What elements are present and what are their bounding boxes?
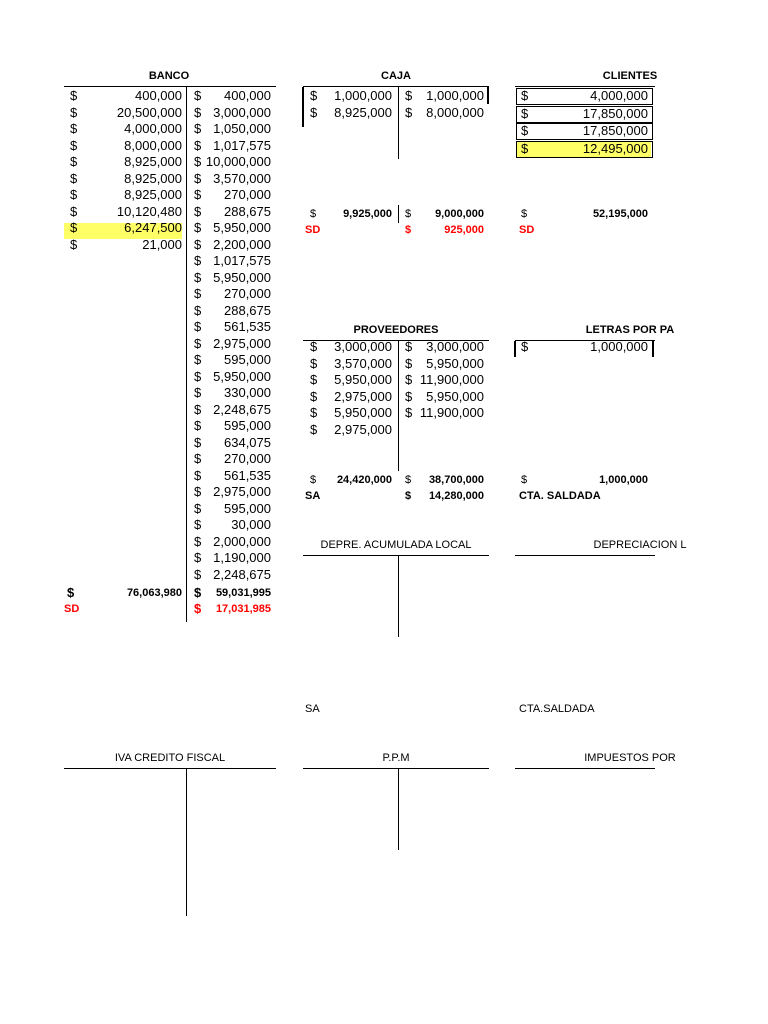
credit-amount: 270,000: [224, 187, 271, 202]
currency-symbol: $: [194, 220, 202, 235]
account-title-depreciacion: DEPRECIACION L: [593, 539, 687, 551]
account-title-ppm: P.P.M: [382, 752, 410, 764]
currency-symbol: $: [70, 137, 78, 153]
currency-symbol: $: [405, 224, 412, 236]
total-debit: 52,195,000: [592, 208, 648, 220]
border: [487, 87, 489, 104]
currency-symbol: $: [70, 121, 78, 136]
currency-symbol: $: [194, 104, 202, 120]
currency-symbol: $: [194, 500, 202, 516]
currency-symbol: $: [310, 372, 318, 387]
balance-amount: 14,280,000: [428, 490, 484, 502]
currency-symbol: $: [405, 490, 412, 502]
credit-amount: 1,050,000: [213, 121, 271, 136]
account-title-proveedores: PROVEEDORES: [353, 324, 439, 336]
currency-symbol: $: [194, 385, 202, 400]
credit-amount: 634,075: [224, 434, 271, 450]
currency-symbol: $: [521, 140, 529, 156]
account-center-line: [398, 205, 399, 223]
currency-symbol: $: [194, 467, 202, 483]
account-header-line: [303, 86, 489, 87]
currency-symbol: $: [310, 105, 318, 120]
account-header-line: [303, 555, 489, 556]
credit-amount: 561,535: [224, 319, 271, 334]
currency-symbol: $: [194, 601, 202, 616]
currency-symbol: $: [194, 401, 202, 417]
credit-amount: 1,190,000: [213, 550, 271, 565]
account-title-impuestos: IMPUESTOS POR: [584, 752, 676, 764]
currency-symbol: $: [194, 566, 202, 582]
currency-symbol: $: [310, 88, 318, 103]
border: [302, 87, 304, 127]
currency-symbol: $: [194, 170, 202, 186]
currency-symbol: $: [194, 550, 202, 565]
balance-label: SA: [305, 490, 321, 502]
debit-amount: 4,000,000: [590, 88, 648, 103]
credit-amount: 8,000,000: [426, 105, 484, 120]
currency-symbol: $: [194, 286, 202, 301]
credit-amount: 270,000: [224, 451, 271, 466]
currency-symbol: $: [405, 88, 413, 103]
currency-symbol: $: [194, 533, 202, 549]
account-title-banco: BANCO: [148, 70, 190, 82]
currency-symbol: $: [521, 123, 529, 138]
balance-label: SD: [64, 603, 80, 615]
balance-label: SD: [519, 224, 535, 236]
currency-symbol: $: [405, 105, 413, 120]
account-header-line: [64, 768, 276, 769]
total-credit: 9,000,000: [435, 208, 484, 220]
currency-symbol: $: [70, 154, 78, 169]
account-header-line: [515, 768, 655, 769]
account-center-line: [398, 768, 399, 850]
credit-amount: 2,200,000: [213, 236, 271, 252]
currency-symbol: $: [194, 352, 202, 367]
currency-symbol: $: [194, 319, 202, 334]
account-header-line: [303, 768, 489, 769]
credit-amount: 5,950,000: [426, 355, 484, 371]
currency-symbol: $: [194, 302, 202, 318]
balance-label: CTA. SALDADA: [519, 490, 601, 502]
currency-symbol: $: [194, 121, 202, 136]
currency-symbol: $: [194, 368, 202, 384]
debit-amount: 20,500,000: [116, 104, 182, 120]
currency-symbol: $: [521, 339, 529, 354]
currency-symbol: $: [310, 208, 317, 220]
debit-amount: 8,925,000: [124, 187, 182, 202]
credit-amount: 1,017,575: [213, 253, 271, 268]
credit-amount: 5,950,000: [426, 388, 484, 404]
currency-symbol: $: [405, 474, 412, 486]
credit-amount: 2,248,675: [213, 401, 271, 417]
debit-amount: 3,000,000: [334, 339, 392, 354]
debit-amount: 4,000,000: [124, 121, 182, 136]
currency-symbol: $: [70, 104, 78, 120]
credit-amount: 10,000,000: [205, 154, 271, 169]
credit-amount: 1,017,575: [213, 137, 271, 153]
currency-symbol: $: [521, 105, 529, 121]
debit-amount: 12,495,000: [582, 140, 648, 156]
debit-amount: 3,570,000: [334, 355, 392, 371]
currency-symbol: $: [310, 355, 318, 371]
credit-amount: 288,675: [224, 302, 271, 318]
credit-amount: 595,000: [224, 418, 271, 433]
account-center-line: [186, 768, 187, 916]
debit-amount: 8,925,000: [334, 105, 392, 120]
total-debit: 76,063,980: [126, 587, 182, 599]
currency-symbol: $: [521, 474, 528, 486]
credit-amount: 595,000: [224, 352, 271, 367]
credit-amount: 561,535: [224, 467, 271, 483]
debit-amount: 10,120,480: [116, 203, 182, 219]
currency-symbol: $: [194, 236, 202, 252]
total-debit: 9,925,000: [343, 208, 392, 220]
credit-amount: 288,675: [224, 203, 271, 219]
debit-amount: 5,950,000: [334, 372, 392, 387]
credit-amount: 2,248,675: [213, 566, 271, 582]
total-debit: 1,000,000: [599, 474, 648, 486]
currency-symbol: $: [521, 88, 529, 103]
credit-amount: 5,950,000: [213, 220, 271, 235]
currency-symbol: $: [310, 474, 317, 486]
total-credit: 59,031,995: [215, 587, 271, 599]
credit-amount: 5,950,000: [213, 368, 271, 384]
currency-symbol: $: [194, 269, 202, 285]
currency-symbol: $: [194, 585, 202, 600]
account-title-clientes: CLIENTES: [602, 70, 658, 82]
currency-symbol: $: [194, 253, 202, 268]
credit-amount: 2,000,000: [213, 533, 271, 549]
border: [652, 341, 654, 357]
credit-amount: 11,900,000: [419, 405, 484, 420]
currency-symbol: $: [194, 203, 202, 219]
currency-symbol: $: [70, 220, 78, 235]
debit-amount: 21,000: [142, 236, 182, 252]
account-title-iva: IVA CREDITO FISCAL: [114, 752, 226, 764]
border: [514, 341, 516, 357]
currency-symbol: $: [194, 434, 202, 450]
account-title-caja: CAJA: [381, 70, 411, 82]
balance-label: CTA.SALDADA: [519, 703, 595, 715]
debit-amount: 8,000,000: [124, 137, 182, 153]
credit-amount: 1,000,000: [426, 88, 484, 103]
currency-symbol: $: [405, 355, 413, 371]
currency-symbol: $: [310, 421, 318, 437]
balance-label: SD: [305, 224, 321, 236]
debit-amount: 1,000,000: [590, 339, 648, 354]
balance-amount: 17,031,985: [215, 603, 271, 615]
credit-amount: 595,000: [224, 500, 271, 516]
currency-symbol: $: [310, 405, 318, 420]
currency-symbol: $: [70, 88, 78, 103]
currency-symbol: $: [70, 187, 78, 202]
debit-amount: 400,000: [135, 88, 182, 103]
credit-amount: 2,975,000: [213, 484, 271, 499]
currency-symbol: $: [194, 451, 202, 466]
debit-amount: 1,000,000: [334, 88, 392, 103]
credit-amount: 3,000,000: [426, 339, 484, 354]
currency-symbol: $: [405, 339, 413, 354]
credit-amount: 270,000: [224, 286, 271, 301]
currency-symbol: $: [405, 372, 413, 387]
currency-symbol: $: [405, 405, 413, 420]
credit-amount: 11,900,000: [419, 372, 484, 387]
account-center-line: [398, 86, 399, 159]
currency-symbol: $: [194, 418, 202, 433]
debit-amount: 8,925,000: [124, 170, 182, 186]
account-center-line: [398, 555, 399, 637]
currency-symbol: $: [310, 339, 318, 354]
account-center-line: [186, 86, 187, 622]
currency-symbol: $: [194, 484, 202, 499]
credit-amount: 330,000: [224, 385, 271, 400]
credit-amount: 5,950,000: [213, 269, 271, 285]
balance-amount: 925,000: [444, 224, 484, 236]
currency-symbol: $: [310, 388, 318, 404]
debit-amount: 2,975,000: [334, 388, 392, 404]
account-header-line: [515, 86, 655, 87]
credit-amount: 3,000,000: [213, 104, 271, 120]
debit-amount: 8,925,000: [124, 154, 182, 169]
currency-symbol: $: [194, 335, 202, 351]
currency-symbol: $: [70, 203, 78, 219]
account-center-line: [398, 340, 399, 471]
debit-amount: 2,975,000: [334, 421, 392, 437]
account-header-line: [64, 86, 276, 87]
credit-amount: 2,975,000: [213, 335, 271, 351]
currency-symbol: $: [405, 208, 412, 220]
account-title-depre-acumulada: DEPRE. ACUMULADA LOCAL: [320, 539, 472, 551]
credit-amount: 400,000: [224, 88, 271, 103]
currency-symbol: $: [194, 187, 202, 202]
currency-symbol: $: [521, 208, 528, 220]
credit-amount: 3,570,000: [213, 170, 271, 186]
debit-amount: 17,850,000: [582, 105, 648, 121]
total-credit: 38,700,000: [428, 474, 484, 486]
balance-label: SA: [305, 703, 320, 715]
currency-symbol: $: [194, 154, 202, 169]
account-title-letras: LETRAS POR PA: [585, 324, 675, 336]
currency-symbol: $: [70, 236, 78, 252]
total-debit: 24,420,000: [336, 474, 392, 486]
currency-symbol: $: [194, 88, 202, 103]
credit-amount: 30,000: [231, 517, 271, 532]
currency-symbol: $: [70, 170, 78, 186]
debit-amount: 5,950,000: [334, 405, 392, 420]
account-header-line: [515, 555, 655, 556]
currency-symbol: $: [67, 585, 75, 600]
debit-amount: 17,850,000: [582, 123, 648, 138]
debit-amount: 6,247,500: [124, 220, 182, 235]
currency-symbol: $: [405, 388, 413, 404]
currency-symbol: $: [194, 137, 202, 153]
currency-symbol: $: [194, 517, 202, 532]
